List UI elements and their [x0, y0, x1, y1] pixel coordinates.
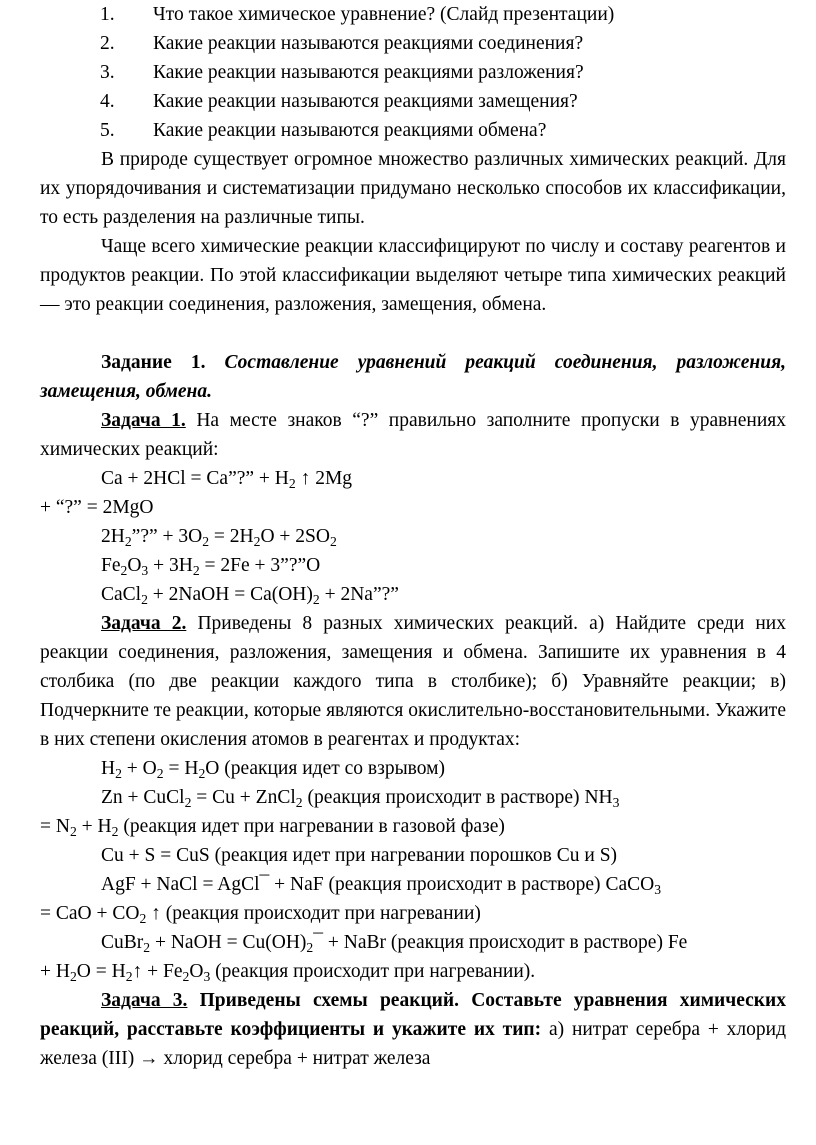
task-heading: Задание 1. Составление уравнений реакций соединения, разложения, замещения, обмена.	[40, 352, 786, 402]
reaction-line: Zn + CuCl$_2$ = Cu + ZnCl$_2$ (реакция происходит в растворе) $NH_3$	[101, 787, 620, 810]
equation-line: Ca + 2HCl = Ca”?” + $H_2$ ↑ 2Mg	[101, 468, 353, 491]
document-page	[40, 0, 786, 1073]
equation-line: + “?” = 2MgO	[40, 497, 154, 518]
reaction-line: AgF + NaCl = AgCl¯ + NaF (реакция происходит в растворе) CaCO$_3$	[101, 874, 662, 897]
list-item: 2. Какие реакции называются реакциями соединения?	[100, 33, 584, 54]
equation-line: $Fe_2O_3 + 3H_2 = 2Fe$ + 3”?”O	[101, 555, 321, 578]
spacer	[40, 319, 786, 348]
classification-paragraph: Чаще всего химические реакции классифицируют по числу и составу реагентов и продуктов реакции. По этой классификации выделяют четыре типа химических реакций — это реакции соединения, разложения, замещения, обмена.	[40, 236, 786, 315]
reaction-line: = CaO + $CO_2$ ↑ (реакция происходит при нагревании)	[40, 903, 481, 926]
list-item: 4. Какие реакции называются реакциями замещения?	[100, 91, 578, 112]
question-list	[40, 0, 786, 145]
intro-paragraph: В природе существует огромное множество различных химических реакций. Для их упорядочивания и систематизации придумано несколько способов их классификации, то есть разделения на различные типы.	[40, 149, 786, 228]
list-item: 1. Что такое химическое уравнение? (Слайд презентации)	[100, 4, 615, 25]
reaction-line: + $H_2O$ = $H_2↑ + Fe_2O_3$ (реакция происходит при нагревании).	[40, 961, 536, 984]
reaction-line: = $N_2 + H_2$ (реакция идет при нагревании в газовой фазе)	[40, 816, 505, 839]
reaction-line: Cu + S = CuS (реакция идет при нагревании порошков Cu и S)	[101, 845, 618, 866]
task2-text: Задача 2. Приведены 8 разных химических реакций. а) Найдите среди них реакции соединения, разложения, замещения и обмена. Запишите их уравнения в 4 столбика (по две реакции каждого типа в столбике); б) Уравняйте реакции; в) Подчеркните те реакции, которые являются окислительно-восстановительными. Укажите в них степени окисления атомов в реагентах и продуктах:	[40, 613, 786, 750]
reaction-line: $H_2 + O_2 = H_2O$ (реакция идет со взрывом)	[101, 758, 445, 781]
list-item: 5. Какие реакции называются реакциями обмена?	[100, 120, 547, 141]
task1-text: Задача 1. На месте знаков “?” правильно заполните пропуски в уравнениях химических реакций:	[40, 410, 786, 460]
task3-text: Задача 3. Приведены схемы реакций. Составьте уравнения химических реакций, расставьте коэффициенты и укажите их тип: а) нитрат серебра + хлорид железа (III) → хлорид серебра + нитрат железа	[40, 990, 787, 1069]
equation-line: $2H_2$”?” + $3O_2 = 2H_2O + 2SO_2$	[101, 526, 337, 549]
list-item: 3. Какие реакции называются реакциями разложения?	[100, 62, 584, 83]
reaction-line: CuBr$_2$ + NaOH = $Cu(OH)_2¯$ + NaBr (реакция происходит в растворе) Fe	[101, 932, 688, 955]
equation-line: CaCl$_2$ + 2NaOH = $Ca(OH)_2 + 2Na$”?”	[101, 584, 399, 607]
